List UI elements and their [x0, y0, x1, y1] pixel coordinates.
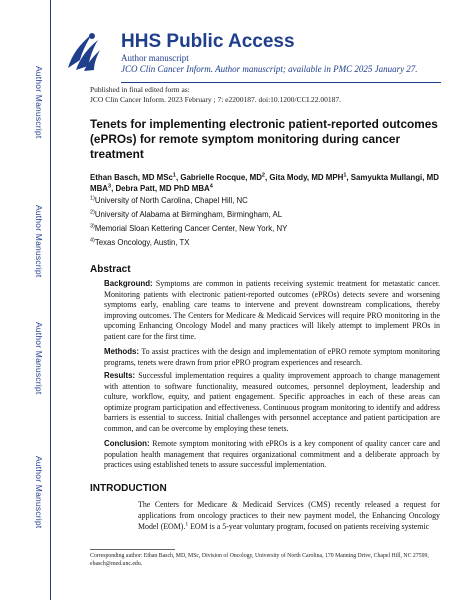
abstract-results	[104, 371, 440, 435]
journal-availability: JCO Clin Cancer Inform. Author manuscript; available in PMC 2025 January 27.	[121, 64, 418, 74]
affiliation-text: University of North Carolina, Chapel Hill, NC	[94, 196, 248, 205]
sidebar-author-manuscript-label: Author Manuscript	[34, 322, 44, 395]
paper-title: Tenets for implementing electronic patient-reported outcomes (ePROs) for remote symptom monitoring during cancer treatment	[90, 117, 438, 161]
author-manuscript-subtitle: Author manuscript	[121, 53, 189, 63]
background-label: Background:	[104, 279, 153, 288]
affiliation-text: University of Alabama at Birmingham, Birmingham, AL	[94, 210, 283, 219]
author-affil-ref: 1	[172, 172, 176, 179]
author-name: Ethan Basch, MD MSc	[90, 173, 173, 182]
methods-label: Methods:	[104, 347, 140, 356]
author-name: Gita Mody, MD MPH	[269, 173, 344, 182]
author-name: Debra Patt, MD PhD MBA	[115, 184, 210, 193]
author-name: Samyukta Mullangi, MD MBA	[90, 173, 439, 193]
abstract-heading: Abstract	[90, 264, 131, 275]
author-name: Gabrielle Rocque, MD	[180, 173, 262, 182]
abstract-methods	[104, 347, 440, 368]
sidebar-author-manuscript-label: Author Manuscript	[34, 205, 44, 278]
published-in-label: Published in final edited form as:	[90, 85, 190, 94]
background-text: Symptoms are common in patients receiving systemic treatment for metastatic cancer. Monitoring patients with electronic patient-reported outcomes (ePROs) detects severe and worsening symptoms early, enabling care teams to intervene and prevent downstream complications, thereby improving outcomes. The Centers for Medicare & Medicaid Services will require PRO monitoring in the upcoming Enhancing Oncology Model and many practices will likely attempt to implement PROs in patient care for the first time.	[104, 279, 440, 341]
hhs-public-access-title: HHS Public Access	[121, 31, 295, 52]
affiliation-item	[90, 210, 282, 219]
author-affil-ref: 3	[107, 183, 112, 190]
abstract-conclusion	[104, 439, 440, 471]
footnote-rule	[90, 549, 175, 550]
results-label: Results:	[104, 371, 136, 380]
publication-info	[90, 85, 341, 105]
sidebar-divider	[50, 0, 51, 600]
affiliation-number: 3)	[90, 223, 95, 230]
author-affil-ref: 1	[343, 172, 347, 179]
author-affil-ref: 2	[261, 172, 265, 179]
sidebar-author-manuscript-label: Author Manuscript	[34, 66, 44, 139]
conclusion-label: Conclusion:	[104, 439, 150, 448]
intro-text-end: EOM is a 5-year voluntary program, focused on patients receiving systemic	[188, 521, 430, 531]
methods-text: To assist practices with the design and implementation of ePRO remote symptom monitoring programs, tenets were drawn from prior ePRO program experiences and research.	[104, 347, 440, 367]
author-affil-ref: 4	[209, 183, 213, 190]
affiliation-text: Texas Oncology, Austin, TX	[94, 238, 190, 247]
affiliation-item	[90, 238, 189, 247]
introduction-paragraph	[138, 500, 440, 532]
header-rule	[121, 82, 441, 83]
affiliation-item	[90, 224, 287, 233]
affiliation-item	[90, 196, 248, 205]
introduction-heading: INTRODUCTION	[90, 483, 167, 494]
sidebar-author-manuscript-label: Author Manuscript	[34, 456, 44, 529]
intro-text-start: The Centers for Medicare & Medicaid Services (CMS) recently released a request for applications from oncology practices to their new payment model, the Enhancing Oncology Model (EOM).	[138, 500, 440, 531]
hhs-header	[62, 28, 442, 78]
author-list: Ethan Basch, MD MSc$^1$, Gabrielle Rocque, $MD^2$, Gita Mody, MD MPH$^1$, Samyukta Mullangi, MD MBA$^3$, Debra Patt, MD PhD MBA$^4$	[90, 172, 439, 193]
affiliation-number: 2)	[90, 209, 95, 216]
citation: JCO Clin Cancer Inform. 2023 February ; 7: e2200187. doi:10.1200/CCI.22.00187.	[90, 95, 342, 104]
affiliation-number: 1)	[90, 195, 95, 202]
hhs-eagle-logo-icon	[62, 28, 102, 72]
corresponding-author-footnote: Corresponding author: Ethan Basch, MD, MSc, Division of Oncology, University of North Carolina, 170 Manning Drive, Chapel Hill, NC 27599, ebasch@med.unc.edu.	[90, 553, 429, 567]
results-text: Successful implementation requires a quality improvement approach to change management with attention to software functionality, measured outcomes, personnel deployment, leadership and culture, workflow, equity, and patient engagement. Specific approaches in each of these areas can optimize program participation and effectiveness. Continuous program monitoring to identify and address barriers is essential to success. Initial challenges with personnel acceptance and patient participation are common, and can be overcome by employing these tenets.	[104, 371, 440, 433]
affiliation-text: Memorial Sloan Kettering Cancer Center, New York, NY	[94, 224, 288, 233]
abstract-background	[104, 279, 440, 343]
conclusion-text: Remote symptom monitoring with ePROs is a key component of quality cancer care and population health management that requires organizational commitment and a deliberate approach by practices using established tenets to assure successful implementation.	[104, 439, 440, 470]
affiliation-number: 4)	[90, 237, 95, 244]
reference-link[interactable]: 1	[185, 520, 189, 527]
